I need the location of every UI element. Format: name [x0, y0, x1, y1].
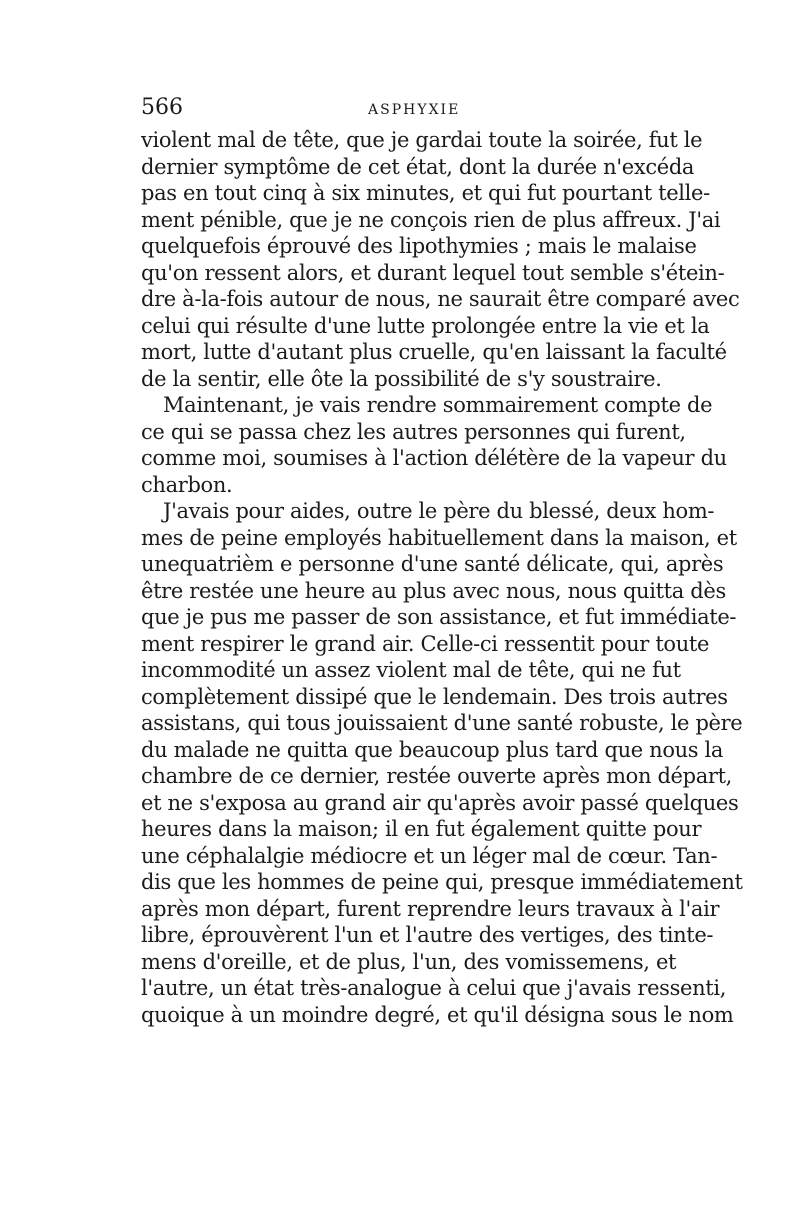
running-head: ASPHYXIE [368, 102, 461, 118]
body-text [141, 127, 743, 1028]
text-line: assistans, qui tous jouissaient d'une santé robuste, le père [141, 711, 743, 735]
text-line: chambre de ce dernier, restée ouverte après mon départ, [141, 764, 733, 788]
text-line: quelquefois éprouvé des lipothymies ; mais le malaise [141, 234, 697, 258]
text-line: mort, lutte d'autant plus cruelle, qu'en laissant la faculté [141, 340, 727, 364]
paragraph-end-line: de la sentir, elle ôte la possibilité de s'y soustraire. [141, 366, 662, 391]
text-line: dernier symptôme de cet état, dont la durée n'excéda [141, 154, 695, 179]
text-line: être restée une heure au plus avec nous, nous quitta dès [141, 578, 726, 603]
text-line: violent mal de tête, que je gardai toute la soirée, fut le [141, 128, 703, 152]
text-line: ment pénible, que je ne conçois rien de plus affreux. J'ai [141, 207, 721, 232]
text-line: heures dans la maison; il en fut également quitte pour [141, 817, 702, 841]
text-line: après mon départ, furent reprendre leurs travaux à l'air [141, 896, 720, 921]
text-line: ment respirer le grand air. Celle-ci ressentit pour toute [141, 631, 710, 656]
text-line: une céphalalgie médiocre et un léger mal de cœur. Tan- [141, 843, 718, 868]
text-line: mes de peine employés habituellement dans la maison, et [141, 525, 737, 550]
text-line: quoique à un moindre degré, et qu'il désigna sous le nom [141, 1002, 734, 1027]
text-line: mens d'oreille, et de plus, l'un, des vomissemens, et [141, 949, 677, 974]
text-line: dre à-la-fois autour de nous, ne saurait être comparé avec [141, 287, 740, 311]
text-line: unequatrièm e personne d'une santé délicate, qui, après [141, 552, 724, 576]
paragraph-start-line: J'avais pour aides, outre le père du blessé, deux hom- [163, 499, 715, 523]
paragraph-start-line: Maintenant, je vais rendre sommairement compte de [163, 393, 713, 417]
text-line: ce qui se passa chez les autres personnes qui furent, [141, 419, 686, 444]
text-line: qu'on ressent alors, et durant lequel tout semble s'étein- [141, 260, 725, 285]
text-line: incommodité un assez violent mal de tête, qui ne fut [141, 658, 681, 682]
text-line: libre, éprouvèrent l'un et l'autre des vertiges, des tinte- [141, 923, 714, 947]
paragraph-end-line: charbon. [141, 472, 233, 497]
text-line: du malade ne quitta que beaucoup plus tard que nous la [141, 737, 724, 762]
text-line: et ne s'exposa au grand air qu'après avoir passé quelques [141, 790, 739, 815]
text-line: que je pus me passer de son assistance, et fut immédiate- [141, 605, 737, 629]
text-line: celui qui résulte d'une lutte prolongée entre la vie et la [141, 313, 710, 338]
text-line: comme moi, soumises à l'action délétère de la vapeur du [141, 446, 727, 470]
text-line: dis que les hommes de peine qui, presque immédiatement [141, 870, 743, 894]
page-number: 566 [141, 95, 183, 120]
text-line: l'autre, un état très-analogue à celui que j'avais ressenti, [141, 976, 727, 1000]
text-line: pas en tout cinq à six minutes, et qui fut pourtant telle- [141, 181, 710, 205]
text-line: complètement dissipé que le lendemain. Des trois autres [141, 684, 728, 709]
